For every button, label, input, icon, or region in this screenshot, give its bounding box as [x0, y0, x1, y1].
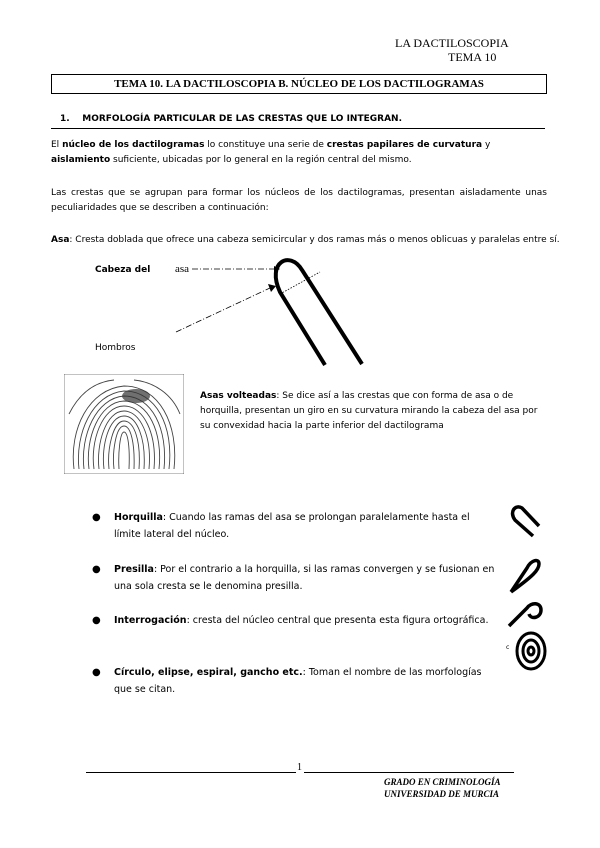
- label-asa: asa: [175, 263, 190, 275]
- shoulder-pointer-line: [176, 288, 270, 332]
- section-number: 1.: [60, 114, 70, 124]
- footer-degree: GRADO EN CRIMINOLOGÍA: [384, 777, 501, 787]
- label-hombros: Hombros: [95, 343, 136, 353]
- asa-definition: Asa: Cresta doblada que ofrece una cabeza semicircular y dos ramas más o menos oblicuas y paralelas entre sí.: [51, 235, 560, 245]
- label-cabeza: Cabeza del: [95, 265, 151, 275]
- espiral-shape-icon: [514, 630, 548, 672]
- interrogacion-shape-icon: [505, 598, 545, 630]
- asa-ridge-shape: [276, 260, 362, 365]
- footer-university: UNIVERSIDAD DE MURCIA: [384, 789, 500, 799]
- document-title: TEMA 10. LA DACTILOSCOPIA B. NÚCLEO DE LOS DACTILOGRAMAS: [51, 74, 547, 94]
- page-number: 1: [297, 762, 302, 773]
- section-title: MORFOLOGÍA PARTICULAR DE LAS CRESTAS QUE LO INTEGRAN.: [82, 114, 402, 124]
- header-topic: TEMA 10: [448, 50, 497, 64]
- list-item-presilla: ● Presilla: Por el contrario a la horquilla, si las ramas convergen y se fusionan en una sola cresta se le denomina presilla.: [92, 564, 495, 592]
- asa-term: Asa: [51, 235, 70, 245]
- list-item-horquilla: ● Horquilla: Cuando las ramas del asa se prolongan paralelamente hasta el límite lateral del núcleo.: [92, 512, 470, 540]
- intro-paragraph-2: Las crestas que se agrupan para formar los núcleos de los dactilogramas, presentan aisladamente unas peculiaridades que se describen a continuación:: [51, 188, 547, 213]
- horquilla-shape-icon: [505, 500, 545, 540]
- list-item-circulo: ● Círculo, elipse, espiral, gancho etc.: Toman el nombre de las morfologías que se citan.: [92, 667, 482, 695]
- asa-diagram: [170, 252, 410, 372]
- presilla-shape-icon: [505, 548, 545, 596]
- list-item-interrogacion: ● Interrogación: cresta del núcleo central que presenta esta figura ortográfica.: [92, 615, 489, 626]
- section-heading: [60, 114, 402, 124]
- fingerprint-image: [64, 374, 184, 474]
- section-divider: [51, 128, 545, 129]
- asas-volteadas-definition: Asas volteadas: Se dice así a las crestas que con forma de asa o de horquilla, presentan un giro en su curvatura mirando la cabeza del asa por su convexidad hacia la parte inferior del dactilograma: [200, 391, 538, 431]
- side-mark: c: [506, 644, 510, 651]
- footer-line-left: [86, 772, 296, 773]
- intro-paragraph-1: El núcleo de los dactilogramas lo constituye una serie de crestas papilares de curvatura y aislamiento suficiente, ubicadas por lo general en la región central del mismo.: [51, 140, 491, 165]
- footer-line-right: [304, 772, 514, 773]
- header-title: LA DACTILOSCOPIA: [395, 36, 509, 50]
- asas-volteadas-term: Asas volteadas: [200, 391, 277, 401]
